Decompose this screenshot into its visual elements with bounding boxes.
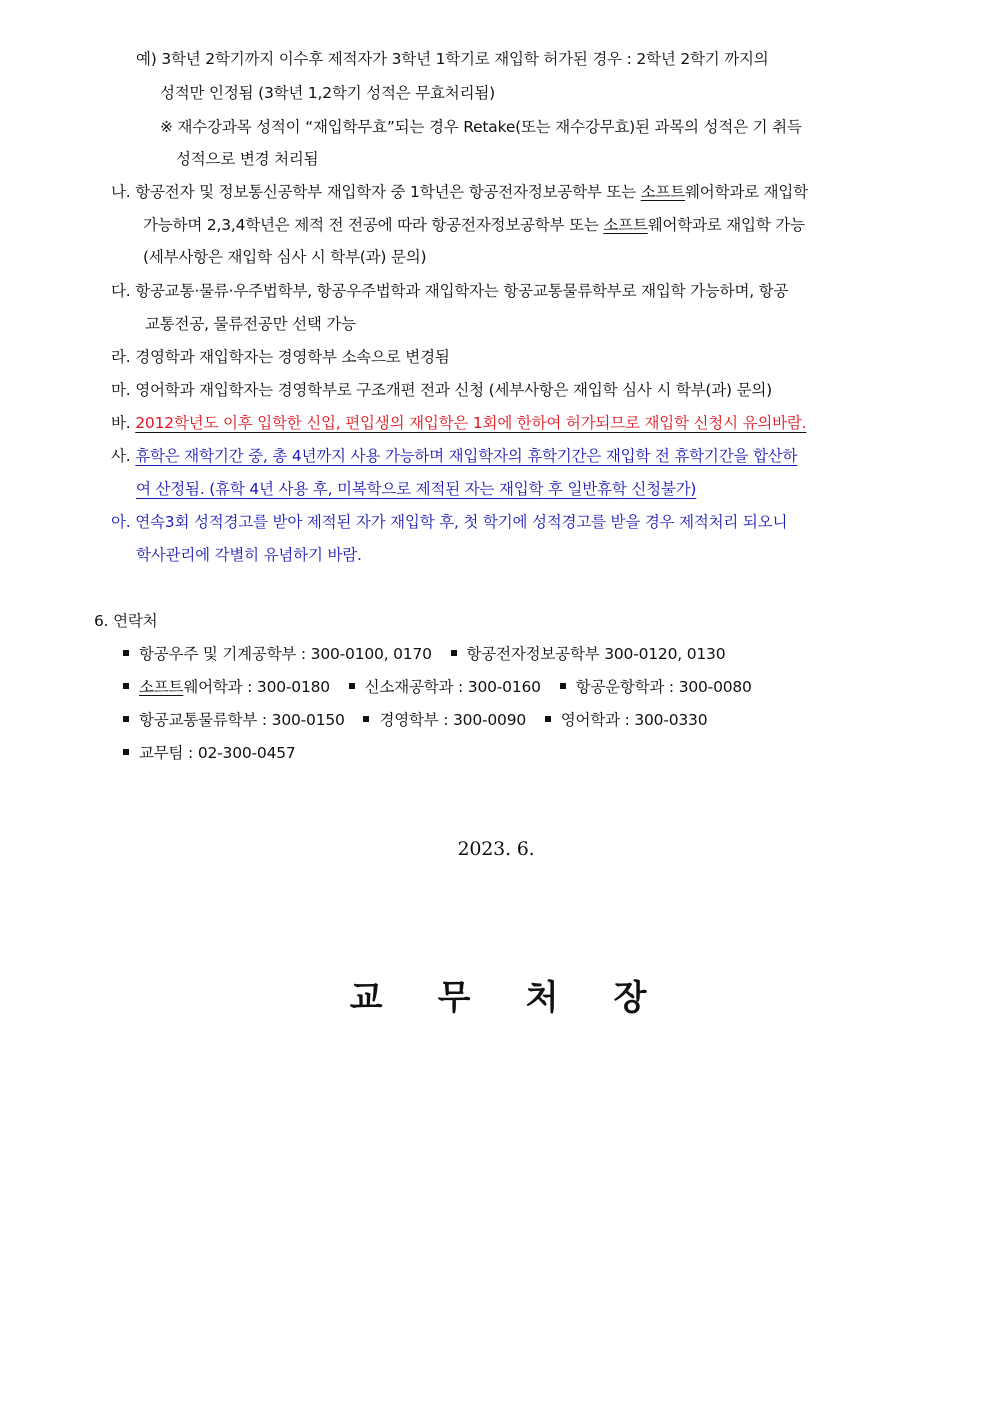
- item-ba-line-1: [111, 411, 806, 433]
- underlined-text: 소프트: [640, 183, 686, 201]
- item-a-line-2: 학사관리에 각별히 유념하기 바람.: [136, 546, 362, 564]
- contact-item: 항공전자정보공학부 300-0120, 0130: [451, 645, 726, 663]
- item-a-line-1: [111, 510, 787, 532]
- item-prefix: 마.: [111, 381, 131, 399]
- signature-char: 처: [525, 978, 559, 1018]
- contacts-row-3: [123, 708, 721, 730]
- contact-item: 영어학과 : 300-0330: [545, 711, 708, 729]
- square-bullet-icon: [349, 683, 355, 689]
- item-text: 영어학과 재입학자는 경영학부로 구조개편 전과 신청 (세부사항은 재입학 심사 시 학부(과) 문의): [135, 381, 773, 399]
- phone-number: 02-300-0457: [197, 744, 296, 762]
- item-prefix: 바.: [111, 414, 131, 432]
- document-date: 2023. 6.: [457, 838, 535, 860]
- item-sa-line-2: 여 산정됨. (휴학 4년 사용 후, 미복학으로 제적된 자는 재입학 후 일반휴학 신청불가): [136, 480, 697, 498]
- item-prefix: 라.: [111, 348, 131, 366]
- contact-item: 항공교통물류학부 : 300-0150: [123, 711, 345, 729]
- square-bullet-icon: [363, 716, 369, 722]
- item-prefix: 나.: [111, 183, 131, 201]
- phone-number: 300-0120, 0130: [604, 645, 726, 663]
- note-line-2: 성적으로 변경 처리됨: [176, 150, 319, 168]
- item-ra-line-1: [111, 345, 450, 367]
- item-text: 가능하며 2,3,4학년은 제적 전 전공에 따라 항공전자정보공학부 또는: [143, 216, 604, 234]
- item-prefix: 다.: [111, 282, 131, 300]
- square-bullet-icon: [545, 716, 551, 722]
- item-na-line-1: [111, 180, 808, 202]
- contacts-heading: 6. 연락처: [94, 612, 158, 630]
- contacts-row-1: [123, 642, 739, 664]
- square-bullet-icon: [123, 683, 129, 689]
- phone-number: 300-0330: [634, 711, 708, 729]
- item-text: 항공교통·물류·우주법학부, 항공우주법학과 재입학자는 항공교통물류학부로 재입학 가능하며, 항공: [135, 282, 789, 300]
- example-line-1: 예) 3학년 2학기까지 이수후 제적자가 3학년 1학기로 재입학 허가된 경우 : 2학년 2학기 까지의: [136, 50, 769, 68]
- contact-item: 교무팀 : 02-300-0457: [123, 744, 296, 762]
- square-bullet-icon: [560, 683, 566, 689]
- signature: [322, 970, 674, 1019]
- phone-number: 300-0180: [256, 678, 330, 696]
- square-bullet-icon: [123, 650, 129, 656]
- item-sa-line-1: [111, 444, 797, 466]
- square-bullet-icon: [451, 650, 457, 656]
- contact-item: 경영학부 : 300-0090: [363, 711, 526, 729]
- signature-char: 무: [437, 978, 471, 1018]
- item-text: 웨어학과로 재입학: [685, 183, 808, 201]
- signature-char: 장: [613, 978, 647, 1018]
- phone-number: 300-0090: [453, 711, 527, 729]
- item-na-line-3: (세부사항은 재입학 심사 시 학부(과) 문의): [143, 248, 427, 266]
- item-text: 연속3회 성적경고를 받아 제적된 자가 재입학 후, 첫 학기에 성적경고를 받을 경우 제적처리 되오니: [135, 513, 788, 531]
- item-prefix: 사.: [111, 447, 131, 465]
- red-emphasis-text: 2012학년도 이후 입학한 신입, 편입생의 재입학은 1회에 한하여 허가되므로 재입학 신청시 유의바람.: [135, 414, 807, 432]
- contact-item: 소프트웨어학과 : 300-0180: [123, 678, 330, 696]
- note-line-1: ※ 재수강과목 성적이 “재입학무효”되는 경우 Retake(또는 재수강무효)된 과목의 성적은 기 취득: [160, 118, 802, 136]
- item-na-line-2: [143, 213, 805, 235]
- signature-char: 교: [349, 978, 383, 1018]
- item-da-line-1: [111, 279, 788, 301]
- item-prefix: 아.: [111, 513, 131, 531]
- item-text: 항공전자 및 정보통신공학부 재입학자 중 1학년은 항공전자정보공학부 또는: [135, 183, 641, 201]
- contact-item: 신소재공학과 : 300-0160: [349, 678, 541, 696]
- blue-emphasis-text: 휴학은 재학기간 중, 총 4년까지 사용 가능하며 재입학자의 휴학기간은 재입학 전 휴학기간을 합산하: [135, 447, 798, 465]
- contacts-row-2: [123, 675, 766, 697]
- contact-item: 항공운항학과 : 300-0080: [560, 678, 752, 696]
- square-bullet-icon: [123, 716, 129, 722]
- item-text: 웨어학과로 재입학 가능: [647, 216, 805, 234]
- item-text: 경영학과 재입학자는 경영학부 소속으로 변경됨: [135, 348, 450, 366]
- contact-item: 항공우주 및 기계공학부 : 300-0100, 0170: [123, 645, 432, 663]
- square-bullet-icon: [123, 749, 129, 755]
- phone-number: 300-0150: [271, 711, 345, 729]
- item-ma-line-1: [111, 378, 772, 400]
- item-da-line-2: 교통전공, 물류전공만 선택 가능: [145, 315, 356, 333]
- contacts-row-4: [123, 741, 310, 763]
- example-line-2: 성적만 인정됨 (3학년 1,2학기 성적은 무효처리됨): [160, 84, 495, 102]
- phone-number: 300-0160: [467, 678, 541, 696]
- phone-number: 300-0100, 0170: [310, 645, 432, 663]
- phone-number: 300-0080: [678, 678, 752, 696]
- underlined-text: 소프트: [603, 216, 648, 234]
